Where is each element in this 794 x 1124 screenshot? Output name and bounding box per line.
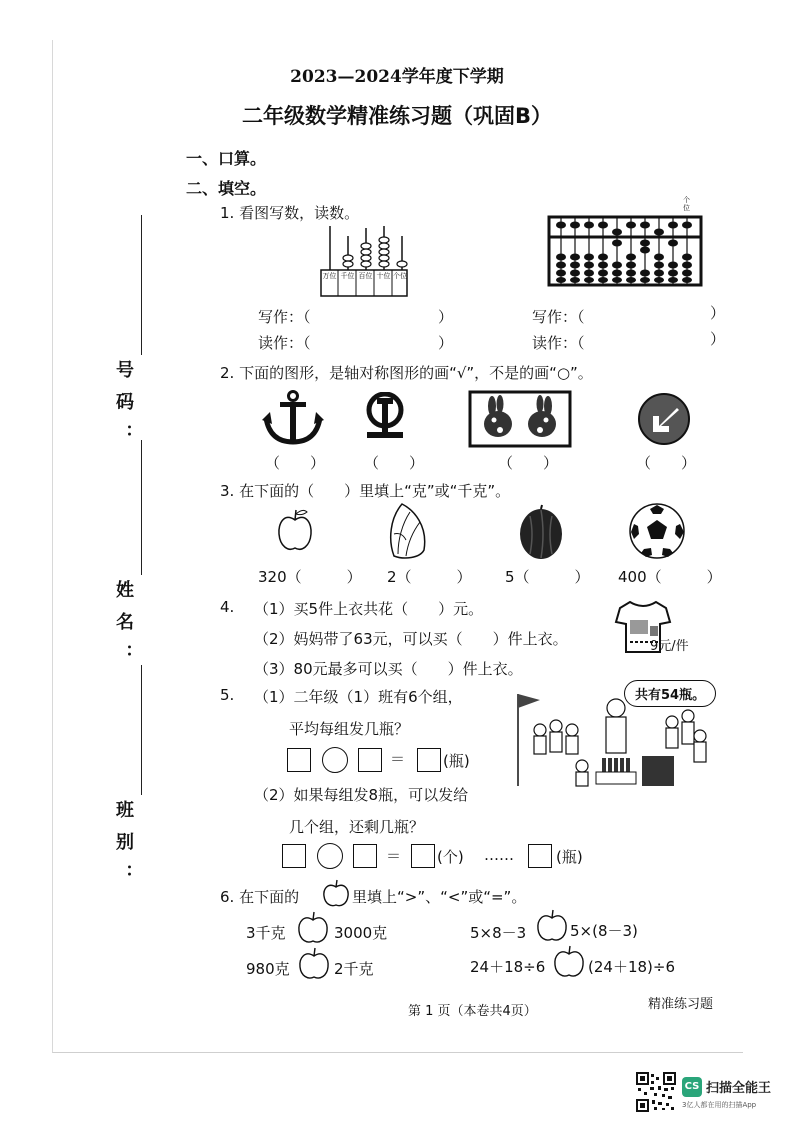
q2-answer-4: （ ） [636,454,697,472]
q5-operator-circle-1[interactable] [322,747,348,773]
q5-answer-box-6[interactable] [411,844,435,868]
name-line [141,440,142,575]
q2-answer-1: （ ） [265,454,326,472]
q5-answer-box-2[interactable] [358,748,382,772]
footer-tag: 精准练习题 [648,997,714,1012]
q5-unit-groups: (个) [437,848,464,866]
q6-a-apple-icon[interactable] [297,910,329,946]
shirt-price: 9元/件 [650,639,689,654]
q5-remainder-dots: …… [484,846,514,864]
q5-unit-bottles-1: (瓶) [443,752,470,770]
q6-c-apple-icon[interactable] [536,908,568,944]
q5-unit-bottles-2: (瓶) [556,848,583,866]
q1-write-1-close: ） [438,308,454,326]
q5-answer-box-1[interactable] [287,748,311,772]
q1-write-1: 写作：（ [258,308,311,326]
rabbits-papercut-image [468,390,572,448]
scanner-brand: 扫描全能王 [706,1081,772,1096]
counting-frame-image [318,222,408,298]
q6-d-left: 24＋18÷6 [470,958,546,976]
place-label-shi: 十位 [376,272,391,280]
q1-read-2-close: ） [710,330,726,348]
section-1-heading: 一、口算。 [186,149,267,168]
q5-line-2: 平均每组发几瓶？ [289,720,410,738]
cabbage-image [384,500,432,560]
q1-read-1: 读作：（ [258,334,311,352]
q3-item-4: 400（ ） [618,568,722,586]
watermelon-image [518,504,564,560]
q5-equals-2: ＝ [386,847,402,865]
place-label-wan: 万位 [322,272,337,280]
q5-line-4: 几个组，还剩几瓶？ [289,818,425,836]
scanner-tagline: 3亿人都在用的扫描App [682,1101,757,1109]
soccer-ball-image [628,502,686,560]
apple-blank-icon [322,878,350,908]
q6-text-pre: 6. 在下面的 [220,888,300,906]
side-label-number: 号码： [113,360,134,456]
side-label-name: 姓名： [113,580,134,676]
place-label-bai: 百位 [358,272,373,280]
q6-d-apple-icon[interactable] [553,944,585,980]
number-line [141,215,142,355]
q5-answer-box-5[interactable] [353,844,377,868]
q2-text: 2. 下面的图形，是轴对称图形的画“√”，不是的画“○”。 [220,364,593,382]
q6-b-apple-icon[interactable] [298,946,330,982]
q5-line-3: （2）如果每组发8瓶，可以发给 [254,786,469,804]
arrow-sign-image [637,392,691,446]
place-label-qian: 千位 [340,272,355,280]
q3-text: 3. 在下面的（ ）里填上“克”或“千克”。 [220,482,511,500]
q6-c-left: 5×8－3 [470,924,527,942]
q5-equals-1: ＝ [390,750,406,768]
q6-c-right: 5×(8－3) [570,922,638,940]
apple-image [276,506,314,554]
abacus-image [547,215,703,287]
q4-line-1: （1）买5件上衣共花（ ）元。 [254,600,484,618]
q2-answer-2: （ ） [364,454,425,472]
place-label-ge: 个位 [393,272,407,280]
q6-a-left: 3千克 [246,924,286,942]
q1-read-2: 读作：（ [532,334,585,352]
q1-write-2-close: ） [710,304,726,322]
q6-d-right: (24＋18)÷6 [588,958,675,976]
q5-number: 5. [220,686,235,704]
q5-answer-box-7[interactable] [528,844,552,868]
qr-code-image [636,1072,676,1112]
q1-write-2: 写作：（ [532,308,585,326]
q3-item-2: 2（ ） [387,568,472,586]
q6-text-post: 里填上“>”、“<”或“=”。 [352,888,527,906]
q2-answer-3: （ ） [498,454,559,472]
class-line [141,665,142,795]
anchor-image [262,390,324,446]
year-header: 2023—2024学年度下学期 [290,67,504,87]
q4-line-2: （2）妈妈带了63元，可以买（ ）件上衣。 [254,630,568,648]
railway-logo-image [363,392,407,442]
q5-line-1: （1）二年级（1）班有6个组， [254,688,463,706]
q6-a-right: 3000克 [334,924,388,942]
q4-number: 4. [220,598,235,616]
q3-item-1: 320（ ） [258,568,362,586]
q5-operator-circle-2[interactable] [317,843,343,869]
bottle-count-bubble: 共有54瓶。 [624,680,716,707]
q3-item-3: 5（ ） [505,568,590,586]
q6-b-right: 2千克 [334,960,374,978]
page-number: 第 1 页（本卷共4页） [408,1004,537,1019]
q5-answer-box-4[interactable] [282,844,306,868]
q1-read-1-close: ） [438,334,454,352]
abacus-ones-label: 个位 [683,196,690,212]
section-2-heading: 二、填空。 [186,179,267,198]
side-label-class: 班别： [113,800,134,896]
page-title: 二年级数学精准练习题（巩固B） [241,104,552,128]
q1-text: 1. 看图写数，读数。 [220,204,360,222]
q5-answer-box-3[interactable] [417,748,441,772]
scanner-logo: CS [682,1077,702,1097]
q6-b-left: 980克 [246,960,290,978]
q4-line-3: （3）80元最多可以买（ ）件上衣。 [254,660,523,678]
